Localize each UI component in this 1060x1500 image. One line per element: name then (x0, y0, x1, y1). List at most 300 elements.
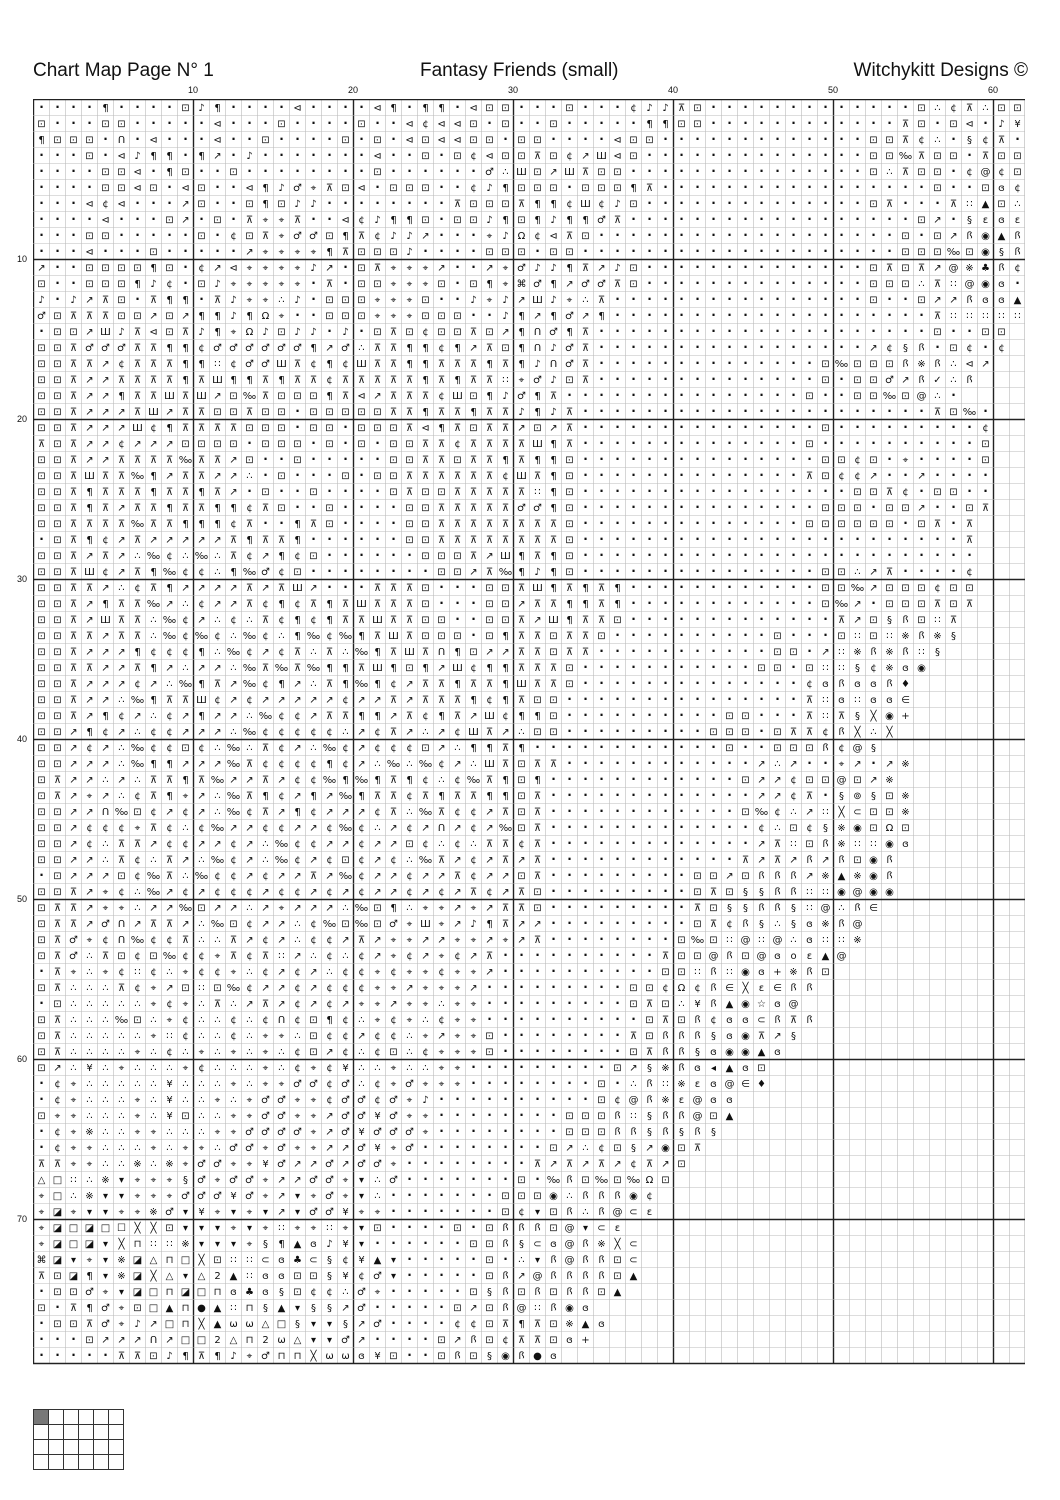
stitch-symbol: ∴ (150, 855, 156, 866)
stitch-symbol: ∴ (198, 919, 204, 930)
stitch-symbol: ⊡ (821, 455, 829, 466)
stitch-symbol: · (743, 628, 748, 642)
stitch-symbol: ∴ (406, 759, 412, 770)
thumbnail-cell-active (34, 1410, 49, 1425)
stitch-symbol: · (231, 196, 236, 210)
stitch-symbol: ∴ (214, 551, 220, 562)
stitch-symbol: ⊡ (53, 615, 61, 626)
stitch-symbol: ∷ (166, 1031, 172, 1042)
stitch-symbol: ‰ (627, 1175, 640, 1186)
stitch-symbol: ¢ (326, 983, 332, 994)
stitch-symbol: ⊡ (293, 1271, 301, 1282)
stitch-symbol: · (423, 1332, 428, 1346)
stitch-symbol: Ш (388, 631, 399, 642)
stitch-symbol: @ (773, 935, 783, 946)
stitch-symbol: ¢ (166, 935, 172, 946)
stitch-symbol: ∷ (230, 1303, 236, 1314)
stitch-symbol: · (359, 516, 364, 530)
stitch-symbol: ∴ (358, 343, 364, 354)
stitch-symbol: @ (629, 1095, 639, 1106)
stitch-symbol: · (663, 804, 668, 818)
stitch-symbol: ↗ (277, 775, 285, 786)
stitch-symbol: ‰ (211, 919, 224, 930)
stitch-symbol: ∴ (166, 967, 172, 978)
stitch-symbol: · (775, 580, 780, 594)
stitch-symbol: ⊡ (805, 391, 813, 402)
stitch-symbol: · (791, 276, 796, 290)
stitch-symbol: ⊼ (582, 375, 589, 386)
stitch-symbol: ⊡ (501, 343, 509, 354)
stitch-symbol: · (919, 196, 924, 210)
stitch-symbol: ⊡ (485, 631, 493, 642)
stitch-symbol: · (839, 212, 844, 226)
stitch-symbol: ⊼ (582, 647, 589, 658)
stitch-symbol: ⊡ (709, 871, 717, 882)
stitch-symbol: Ш (564, 167, 575, 178)
stitch-symbol: ¢ (134, 679, 140, 690)
stitch-symbol: ¢ (262, 759, 268, 770)
stitch-symbol: ⊡ (437, 311, 445, 322)
stitch-symbol: ¶ (86, 1303, 92, 1314)
pattern-name: Fantasy Friends (small) (420, 59, 619, 83)
stitch-symbol: · (615, 868, 620, 882)
stitch-symbol: ⊡ (37, 487, 45, 498)
stitch-symbol: ⊡ (981, 439, 989, 450)
stitch-symbol: ⊓ (246, 1335, 254, 1346)
stitch-symbol: · (759, 212, 764, 226)
stitch-symbol: ꟗ (998, 263, 1004, 274)
stitch-symbol: ⊼ (534, 679, 541, 690)
stitch-symbol: ↗ (213, 599, 221, 610)
stitch-symbol: · (967, 468, 972, 482)
stitch-symbol: · (71, 1348, 76, 1362)
stitch-symbol: ⌖ (279, 247, 285, 258)
stitch-symbol: ⊡ (613, 1175, 621, 1186)
stitch-symbol: · (887, 468, 892, 482)
stitch-symbol: ⊡ (565, 567, 573, 578)
stitch-symbol: Ш (484, 759, 495, 770)
stitch-symbol: · (679, 564, 684, 578)
stitch-symbol: · (631, 324, 636, 338)
stitch-symbol: ⊡ (277, 327, 285, 338)
stitch-symbol: · (455, 1268, 460, 1282)
stitch-symbol: · (807, 308, 812, 322)
stitch-symbol: ▾ (87, 1207, 92, 1218)
stitch-symbol: · (567, 692, 572, 706)
stitch-symbol: ¢ (182, 631, 188, 642)
stitch-symbol: · (455, 1172, 460, 1186)
stitch-symbol: ∷ (278, 951, 284, 962)
stitch-symbol: · (359, 132, 364, 146)
stitch-symbol: ¢ (198, 967, 204, 978)
stitch-symbol: ∴ (438, 775, 444, 786)
stitch-symbol: · (679, 660, 684, 674)
stitch-symbol: ¶ (550, 455, 556, 466)
stitch-symbol: ⊡ (485, 1335, 493, 1346)
stitch-symbol: ⊡ (149, 951, 157, 962)
stitch-symbol: · (471, 1092, 476, 1106)
stitch-symbol: ¢ (278, 727, 284, 738)
stitch-symbol: · (599, 932, 604, 946)
stitch-symbol: ⊼ (182, 503, 189, 514)
stitch-symbol: · (871, 180, 876, 194)
stitch-symbol: · (775, 452, 780, 466)
stitch-symbol: ⊡ (37, 583, 45, 594)
stitch-symbol: ↗ (485, 935, 493, 946)
stitch-symbol: ⌖ (311, 1095, 317, 1106)
stitch-symbol: · (599, 692, 604, 706)
stitch-symbol: ∷ (790, 839, 796, 850)
stitch-symbol: § (711, 1031, 716, 1042)
stitch-symbol: ∈ (901, 695, 910, 706)
stitch-symbol: ↗ (261, 647, 269, 658)
stitch-symbol: ↗ (373, 887, 381, 898)
stitch-symbol: ⊼ (486, 407, 493, 418)
stitch-symbol: · (471, 244, 476, 258)
stitch-symbol: ⌖ (295, 1095, 301, 1106)
stitch-symbol: · (663, 148, 668, 162)
stitch-symbol: · (759, 164, 764, 178)
stitch-symbol: ⊼ (86, 663, 93, 674)
stitch-symbol: ¢ (454, 839, 460, 850)
stitch-symbol: · (567, 132, 572, 146)
stitch-symbol: ⌖ (263, 247, 269, 258)
stitch-symbol: § (967, 215, 972, 226)
stitch-symbol: · (583, 452, 588, 466)
stitch-symbol: ⊡ (453, 151, 461, 162)
stitch-symbol: ¢ (198, 263, 204, 274)
stitch-symbol: ↗ (341, 1303, 349, 1314)
stitch-symbol: ¢ (278, 711, 284, 722)
stitch-symbol: ¢ (86, 743, 92, 754)
stitch-symbol: · (343, 116, 348, 130)
thumbnail-cell (94, 1410, 109, 1425)
stitch-symbol: ⊼ (134, 615, 141, 626)
stitch-symbol: ⊼ (406, 711, 413, 722)
stitch-symbol: ⊼ (406, 407, 413, 418)
stitch-symbol: ↗ (85, 775, 93, 786)
stitch-symbol: · (599, 1044, 604, 1058)
stitch-symbol: ꟗ (774, 871, 780, 882)
stitch-symbol: ɞ (550, 1351, 557, 1362)
stitch-symbol: ¶ (422, 407, 428, 418)
stitch-symbol: ¢ (310, 807, 316, 818)
stitch-symbol: ∴ (470, 759, 476, 770)
stitch-symbol: · (343, 580, 348, 594)
stitch-symbol: ⊼ (806, 727, 813, 738)
stitch-symbol: ↗ (293, 743, 301, 754)
stitch-symbol: ¢ (294, 1015, 300, 1026)
stitch-symbol: ¶ (166, 503, 172, 514)
stitch-symbol: ⊼ (246, 519, 253, 530)
stitch-symbol: ⊼ (118, 631, 125, 642)
stitch-symbol: · (759, 116, 764, 130)
stitch-symbol: ⊼ (470, 455, 477, 466)
stitch-symbol: · (679, 260, 684, 274)
stitch-symbol: · (583, 388, 588, 402)
stitch-symbol: ◉ (869, 887, 878, 898)
stitch-symbol: ‰ (339, 823, 352, 834)
stitch-symbol: · (631, 500, 636, 514)
stitch-symbol: ♂ (277, 343, 286, 354)
stitch-symbol: · (807, 228, 812, 242)
stitch-symbol: ⊼ (70, 551, 77, 562)
stitch-symbol: ¶ (278, 551, 284, 562)
thumbnail-cell (34, 1455, 49, 1470)
stitch-symbol: ⊡ (53, 679, 61, 690)
stitch-symbol: · (39, 1076, 44, 1090)
stitch-symbol: ¢ (454, 727, 460, 738)
stitch-symbol: ↗ (821, 855, 829, 866)
stitch-symbol: § (887, 615, 892, 626)
stitch-symbol: ‰ (259, 711, 272, 722)
stitch-symbol: · (375, 180, 380, 194)
stitch-symbol: ⊡ (197, 439, 205, 450)
stitch-symbol: · (343, 100, 348, 114)
stitch-symbol: ⊡ (373, 903, 381, 914)
stitch-symbol: ⌖ (375, 1015, 381, 1026)
stitch-symbol: ꟗ (646, 1079, 652, 1090)
stitch-symbol: · (839, 372, 844, 386)
stitch-symbol: ◉ (565, 1303, 574, 1314)
stitch-symbol: ꟗ (886, 679, 892, 690)
stitch-symbol: ⊼ (118, 471, 125, 482)
stitch-symbol: ⊼ (278, 583, 285, 594)
stitch-symbol: ¶ (326, 391, 332, 402)
stitch-symbol: · (823, 548, 828, 562)
stitch-symbol: · (791, 692, 796, 706)
stitch-symbol: ↗ (581, 311, 589, 322)
stitch-symbol: ♪ (294, 327, 300, 338)
stitch-symbol: · (967, 420, 972, 434)
stitch-symbol: @ (789, 999, 799, 1010)
stitch-symbol: ⊼ (518, 903, 525, 914)
stitch-symbol: ♂ (533, 279, 542, 290)
stitch-symbol: ⊡ (37, 951, 45, 962)
stitch-symbol: · (55, 228, 60, 242)
stitch-symbol: · (807, 212, 812, 226)
stitch-symbol: · (471, 628, 476, 642)
stitch-symbol: ⊡ (629, 1047, 637, 1058)
stitch-symbol: ‰ (899, 151, 912, 162)
stitch-symbol: ※ (965, 263, 973, 274)
stitch-symbol: · (631, 420, 636, 434)
stitch-symbol: ⊼ (134, 359, 141, 370)
stitch-symbol: ¶ (86, 487, 92, 498)
stitch-symbol: · (551, 788, 556, 802)
stitch-symbol: ‰ (387, 759, 400, 770)
stitch-symbol: ⊡ (933, 247, 941, 258)
stitch-symbol: ∴ (374, 1175, 380, 1186)
stitch-symbol: · (551, 964, 556, 978)
stitch-symbol: ⊡ (677, 1015, 685, 1026)
stitch-symbol: · (679, 532, 684, 546)
stitch-symbol: ↗ (437, 663, 445, 674)
stitch-symbol: ⊼ (422, 695, 429, 706)
stitch-symbol: ⊡ (261, 135, 269, 146)
stitch-symbol: ⊼ (470, 535, 477, 546)
stitch-symbol: · (951, 132, 956, 146)
stitch-symbol: ⊡ (517, 871, 525, 882)
stitch-symbol: ⊼ (470, 439, 477, 450)
stitch-symbol: ¶ (550, 583, 556, 594)
stitch-symbol: ¢ (406, 887, 412, 898)
stitch-symbol: ↗ (85, 375, 93, 386)
stitch-symbol: ⊼ (630, 1031, 637, 1042)
stitch-symbol: · (695, 532, 700, 546)
stitch-symbol: § (791, 919, 796, 930)
stitch-symbol: ⌖ (311, 247, 317, 258)
stitch-symbol: · (903, 196, 908, 210)
stitch-symbol: ↗ (197, 663, 205, 674)
stitch-symbol: ¶ (422, 103, 428, 114)
stitch-symbol: ɞ (710, 1095, 717, 1106)
stitch-symbol: ♪ (534, 567, 540, 578)
stitch-symbol: · (807, 356, 812, 370)
stitch-symbol: · (663, 372, 668, 386)
stitch-symbol: ¶ (182, 343, 188, 354)
stitch-symbol: ¶ (486, 919, 492, 930)
stitch-symbol: ⊡ (805, 839, 813, 850)
stitch-symbol: ↗ (517, 855, 525, 866)
stitch-symbol: ∷ (150, 1239, 156, 1250)
stitch-symbol: ∴ (134, 999, 140, 1010)
stitch-symbol: · (391, 164, 396, 178)
stitch-symbol: ⊼ (774, 839, 781, 850)
stitch-symbol: · (535, 1076, 540, 1090)
stitch-symbol: · (439, 1188, 444, 1202)
stitch-symbol: ⊡ (677, 119, 685, 130)
stitch-symbol: · (775, 532, 780, 546)
stitch-symbol: ⌖ (279, 215, 285, 226)
stitch-symbol: ▾ (103, 1239, 108, 1250)
stitch-symbol: ‰ (131, 519, 144, 530)
stitch-symbol: · (727, 580, 732, 594)
stitch-symbol: ⊡ (869, 375, 877, 386)
stitch-symbol: ⊼ (70, 711, 77, 722)
stitch-symbol: ⊼ (358, 615, 365, 626)
stitch-symbol: · (807, 260, 812, 274)
stitch-symbol: ∷ (950, 311, 956, 322)
stitch-symbol: · (695, 820, 700, 834)
stitch-symbol: ↗ (85, 647, 93, 658)
stitch-symbol: · (535, 1108, 540, 1122)
stitch-symbol: ‰ (227, 807, 240, 818)
stitch-symbol: · (55, 180, 60, 194)
stitch-symbol: ↗ (805, 807, 813, 818)
stitch-symbol: ∴ (182, 871, 188, 882)
stitch-symbol: · (535, 100, 540, 114)
stitch-symbol: · (839, 308, 844, 322)
stitch-symbol: ↗ (181, 311, 189, 322)
stitch-symbol: ↗ (485, 551, 493, 562)
stitch-symbol: · (807, 596, 812, 610)
stitch-symbol: ¢ (214, 695, 220, 706)
stitch-symbol: ¢ (102, 535, 108, 546)
stitch-symbol: · (855, 436, 860, 450)
stitch-symbol: · (519, 1076, 524, 1090)
stitch-symbol: · (599, 340, 604, 354)
stitch-symbol: ⊡ (453, 1303, 461, 1314)
stitch-symbol: · (519, 964, 524, 978)
stitch-symbol: ¶ (518, 567, 524, 578)
stitch-symbol: ⊡ (565, 247, 573, 258)
stitch-symbol: ↗ (101, 583, 109, 594)
stitch-symbol: ¢ (246, 807, 252, 818)
stitch-symbol: ⊲ (453, 135, 461, 146)
stitch-symbol: ↗ (101, 391, 109, 402)
stitch-symbol: ↗ (245, 839, 253, 850)
stitch-symbol: · (407, 1236, 412, 1250)
stitch-symbol: ※ (853, 871, 861, 882)
stitch-symbol: ⊡ (949, 583, 957, 594)
stitch-symbol: · (439, 292, 444, 306)
stitch-symbol: · (103, 1348, 108, 1362)
stitch-symbol: · (903, 404, 908, 418)
stitch-symbol: ꟗ (534, 1223, 540, 1234)
stitch-symbol: ⊡ (37, 471, 45, 482)
stitch-symbol: ¶ (486, 663, 492, 674)
stitch-symbol: Ш (164, 391, 175, 402)
stitch-symbol: ‰ (195, 551, 208, 562)
stitch-symbol: · (711, 612, 716, 626)
stitch-symbol: ⊼ (902, 167, 909, 178)
stitch-symbol: · (743, 644, 748, 658)
stitch-symbol: · (567, 804, 572, 818)
stitch-symbol: · (71, 148, 76, 162)
stitch-symbol: · (631, 116, 636, 130)
stitch-symbol: · (583, 788, 588, 802)
stitch-symbol: ꟗ (694, 1015, 700, 1026)
stitch-symbol: ¢ (198, 599, 204, 610)
stitch-symbol: · (743, 436, 748, 450)
stitch-symbol: · (471, 1140, 476, 1154)
stitch-symbol: ↗ (341, 935, 349, 946)
stitch-symbol: ⊡ (885, 519, 893, 530)
stitch-symbol: ⊡ (885, 135, 893, 146)
stitch-symbol: · (871, 756, 876, 770)
stitch-symbol: ∷ (838, 647, 844, 658)
stitch-symbol: ↗ (101, 759, 109, 770)
stitch-symbol: ⊼ (102, 519, 109, 530)
stitch-symbol: ꟗ (902, 615, 908, 626)
stitch-symbol: ⊡ (565, 663, 573, 674)
stitch-symbol: · (743, 100, 748, 114)
stitch-symbol: ⊡ (309, 423, 317, 434)
stitch-symbol: ▲ (726, 1063, 734, 1074)
stitch-symbol: ↗ (469, 951, 477, 962)
stitch-symbol: ↗ (645, 1143, 653, 1154)
stitch-symbol: ⊲ (453, 119, 461, 130)
stitch-symbol: ⊼ (534, 471, 541, 482)
stitch-symbol: ⊲ (117, 151, 125, 162)
stitch-symbol: ¢ (150, 647, 156, 658)
stitch-symbol: ∴ (230, 1095, 236, 1106)
stitch-symbol: ⌖ (263, 1175, 269, 1186)
stitch-symbol: ↗ (181, 711, 189, 722)
stitch-symbol: ⊡ (389, 455, 397, 466)
stitch-symbol: ⊼ (646, 999, 653, 1010)
stitch-symbol: · (743, 516, 748, 530)
stitch-symbol: ¶ (550, 503, 556, 514)
stitch-symbol: ⊡ (37, 1303, 45, 1314)
stitch-symbol: ¢ (566, 151, 572, 162)
stitch-symbol: · (567, 820, 572, 834)
stitch-symbol: ◉ (885, 711, 894, 722)
stitch-symbol: ⌖ (567, 295, 573, 306)
stitch-symbol: · (743, 356, 748, 370)
stitch-symbol: ⊼ (502, 839, 509, 850)
